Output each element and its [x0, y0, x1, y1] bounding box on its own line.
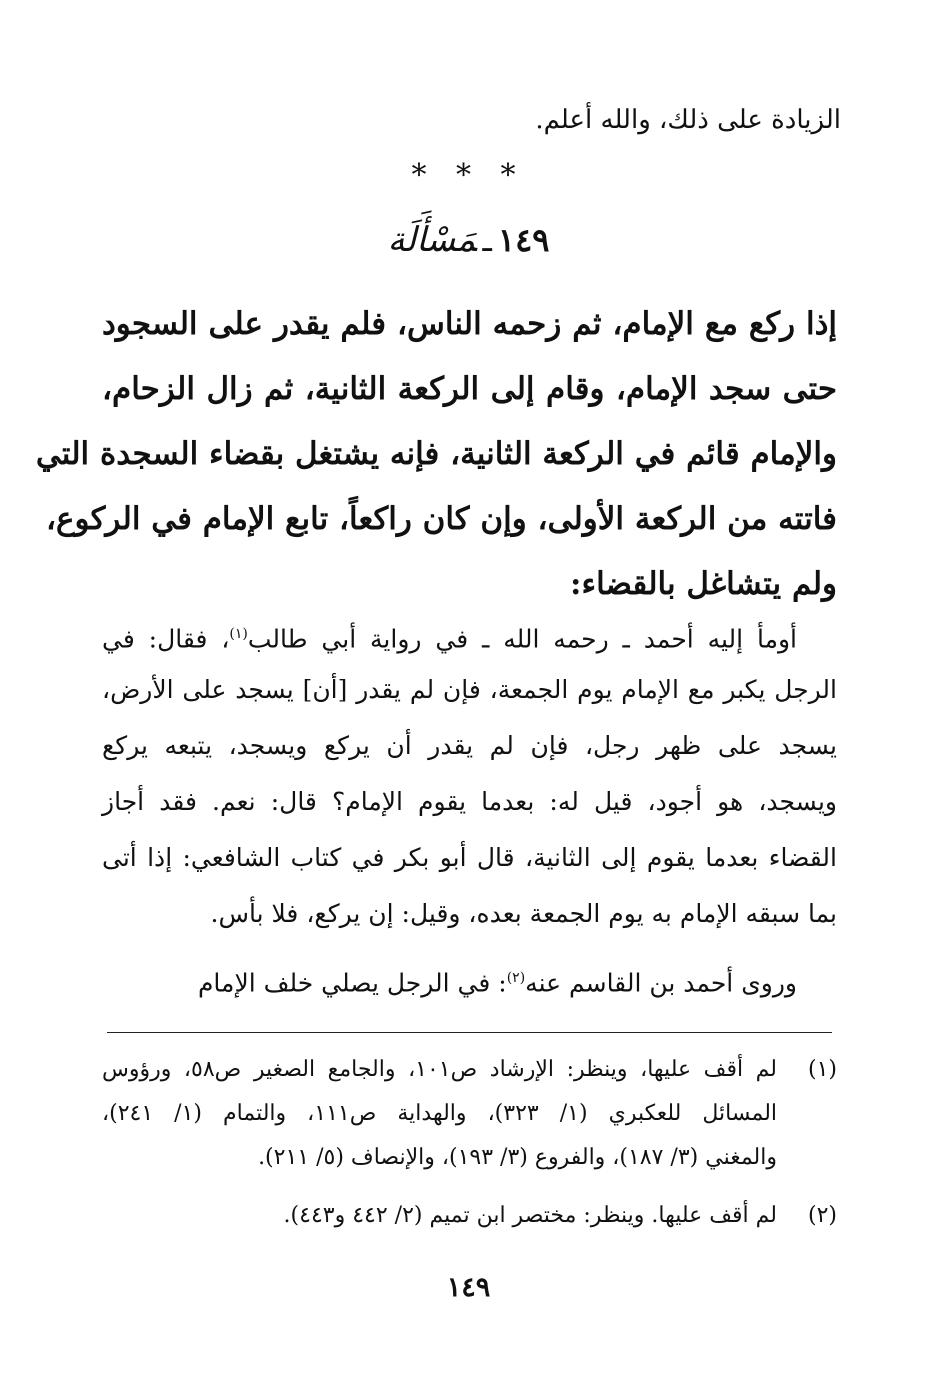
heading-dash: ـ	[482, 221, 492, 259]
question-line: حتى سجد الإمام، وقام إلى الركعة الثانية، ثم زال الزحام،	[102, 371, 837, 407]
answer-text: ، فقال: في	[102, 624, 230, 654]
footnote-ref-2: (٢)	[506, 970, 526, 986]
answer-paragraph-1	[102, 606, 837, 942]
answer-line: يسجد على ظهر رجل، فإن لم يقدر أن يركع ويسجد، يتبعه يركع	[102, 731, 837, 760]
footnote-ref-1: (١)	[229, 626, 248, 642]
question-line: ولم يتشاغل بالقضاء:	[570, 566, 837, 602]
answer-line	[102, 950, 837, 1006]
answer-text: أومأ إليه أحمد ـ رحمه الله ـ في رواية أبي طالب	[247, 624, 797, 654]
answer-line: الرجل يكبر مع الإمام يوم الجمعة، فإن لم يقدر [أن] يسجد على الأرض،	[102, 675, 837, 704]
question-line: إذا ركع مع الإمام، ثم زحمه الناس، فلم يقدر على السجود	[102, 306, 837, 342]
footnote-marker: (١)	[807, 1057, 837, 1082]
footnote-line	[102, 1048, 837, 1092]
footnote-marker: (٢)	[807, 1203, 837, 1228]
issue-heading	[0, 212, 937, 268]
issue-question	[35, 292, 837, 617]
answer-paragraph-2	[102, 950, 837, 1006]
answer-line: ويسجد، هو أجود، قيل له: بعدما يقوم الإمام؟ قال: نعم. فقد أجاز	[102, 787, 837, 816]
footnote-divider	[107, 1032, 832, 1033]
question-line: فاتته من الركعة الأولى، وإن كان راكعاً، تابع الإمام في الركوع،	[46, 501, 837, 537]
answer-line	[102, 606, 837, 662]
issue-number: ١٤٩	[497, 221, 550, 259]
footnote-2	[102, 1194, 837, 1238]
answer-line: القضاء بعدما يقوم إلى الثانية، قال أبو بكر في كتاب الشافعي: إذا أتى	[102, 843, 837, 872]
continuation-line: الزيادة على ذلك، والله أعلم.	[535, 105, 841, 135]
section-separator: * * *	[411, 158, 526, 193]
issue-heading-word: مَسْأَلَة	[387, 220, 477, 260]
footnote-line: والمغني (٣/ ١٨٧)، والفروع (٣/ ١٩٣)، والإنصاف (٥/ ٢١١).	[258, 1145, 777, 1170]
footnote-1	[102, 1048, 837, 1180]
footnote-line	[102, 1194, 837, 1238]
footnote-line: المسائل للعكبري (١/ ٣٢٣)، والهداية ص١١١، والتمام (١/ ٢٤١)،	[102, 1101, 778, 1126]
answer-line: بما سبقه الإمام به يوم الجمعة بعده، وقيل: إن يركع، فلا بأس.	[210, 899, 837, 928]
footnote-text: لم أقف عليها. وينظر: مختصر ابن تميم (٢/ ٤٤٢ و٤٤٣).	[283, 1203, 777, 1228]
answer-text: : في الرجل يصلي خلف الإمام	[197, 968, 507, 998]
question-line: والإمام قائم في الركعة الثانية، فإنه يشتغل بقضاء السجدة التي	[35, 436, 837, 472]
answer-text: وروى أحمد بن القاسم عنه	[525, 968, 797, 998]
page-number: ١٤٩	[446, 1272, 491, 1303]
footnote-text: لم أقف عليها، وينظر: الإرشاد ص١٠١، والجامع الصغير ص٥٨، ورؤوس	[102, 1057, 777, 1082]
